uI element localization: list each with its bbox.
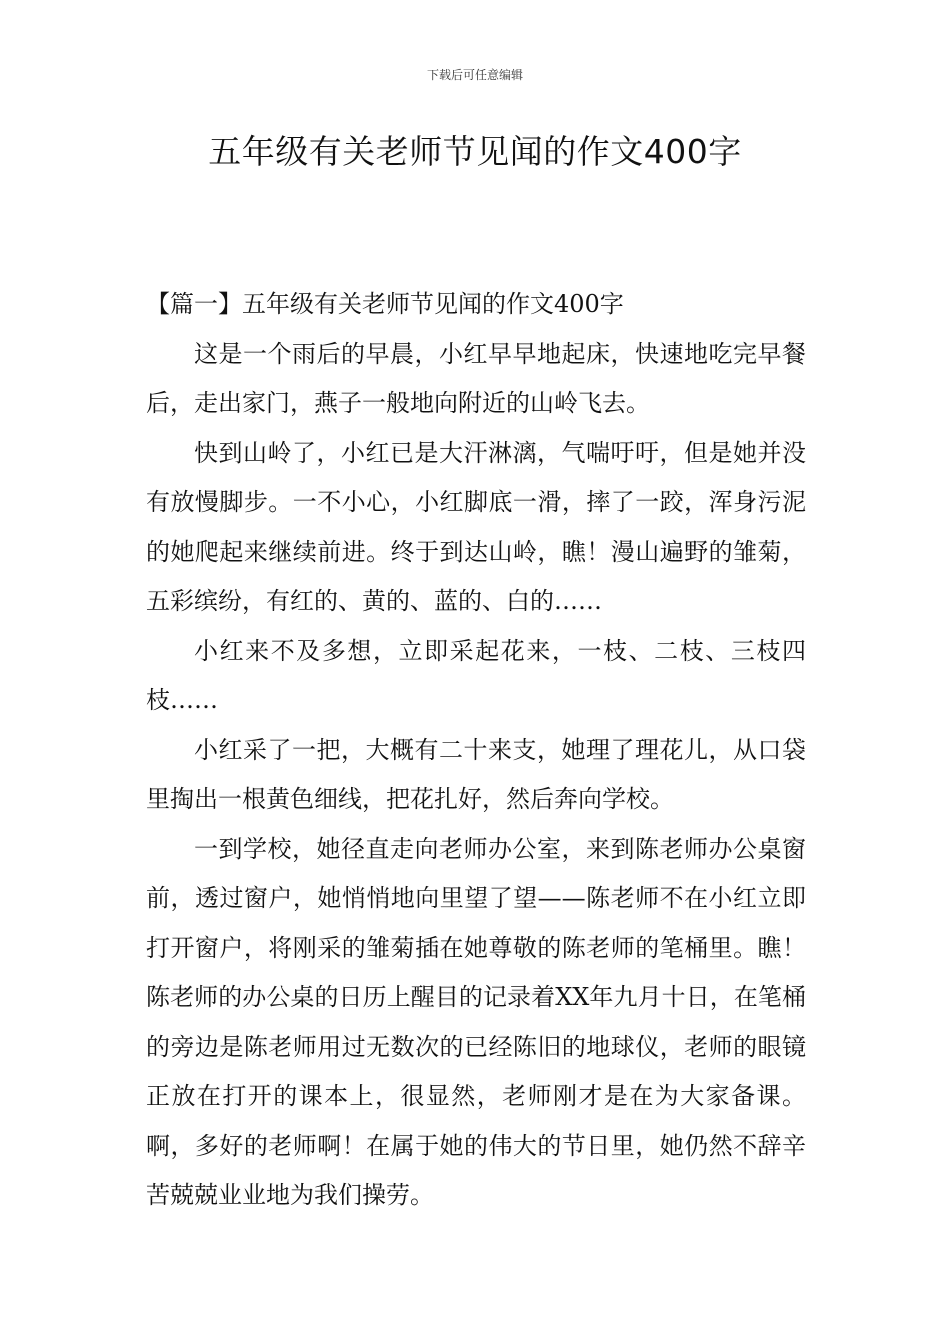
paragraph-5: 一到学校，她径直走向老师办公室，来到陈老师办公桌窗前，透过窗户，她悄悄地向里望了望——陈老师不在小红立即打开窗户，将刚采的雏菊插在她尊敬的陈老师的笔桶里。瞧！陈老师的办公桌的日历上醒目的记录着XX年九月十日，在笔桶的旁边是陈老师用过无数次的已经陈旧的地球仪，老师的眼镜正放在打开的课本上，很显然，老师刚才是在为大家备课。啊，多好的老师啊！在属于她的伟大的节日里，她仍然不辞辛苦兢兢业业地为我们操劳。 (146, 834, 806, 1209)
paragraph-3: 小红来不及多想，立即采起花来，一枝、二枝、三枝四枝…… (146, 636, 806, 714)
article-body (146, 280, 806, 1221)
header-note: 下载后可任意编辑 (426, 68, 523, 82)
paragraph-4: 小红采了一把，大概有二十来支，她理了理花儿，从口袋里掏出一根黄色细线，把花扎好，然后奔向学校。 (146, 735, 806, 813)
paragraph-2: 快到山岭了，小红已是大汗淋漓，气喘吁吁，但是她并没有放慢脚步。一不小心，小红脚底一滑，摔了一跤，浑身污泥的她爬起来继续前进。终于到达山岭，瞧！漫山遍野的雏菊，五彩缤纷，有红的、黄的、蓝的、白的…… (146, 438, 806, 615)
paragraph-1: 这是一个雨后的早晨，小红早早地起床，快速地吃完早餐后，走出家门，燕子一般地向附近的山岭飞去。 (146, 339, 806, 417)
section-heading: 【篇一】五年级有关老师节见闻的作文400字 (146, 290, 624, 318)
document-title: 五年级有关老师节见闻的作文400字 (208, 132, 742, 171)
